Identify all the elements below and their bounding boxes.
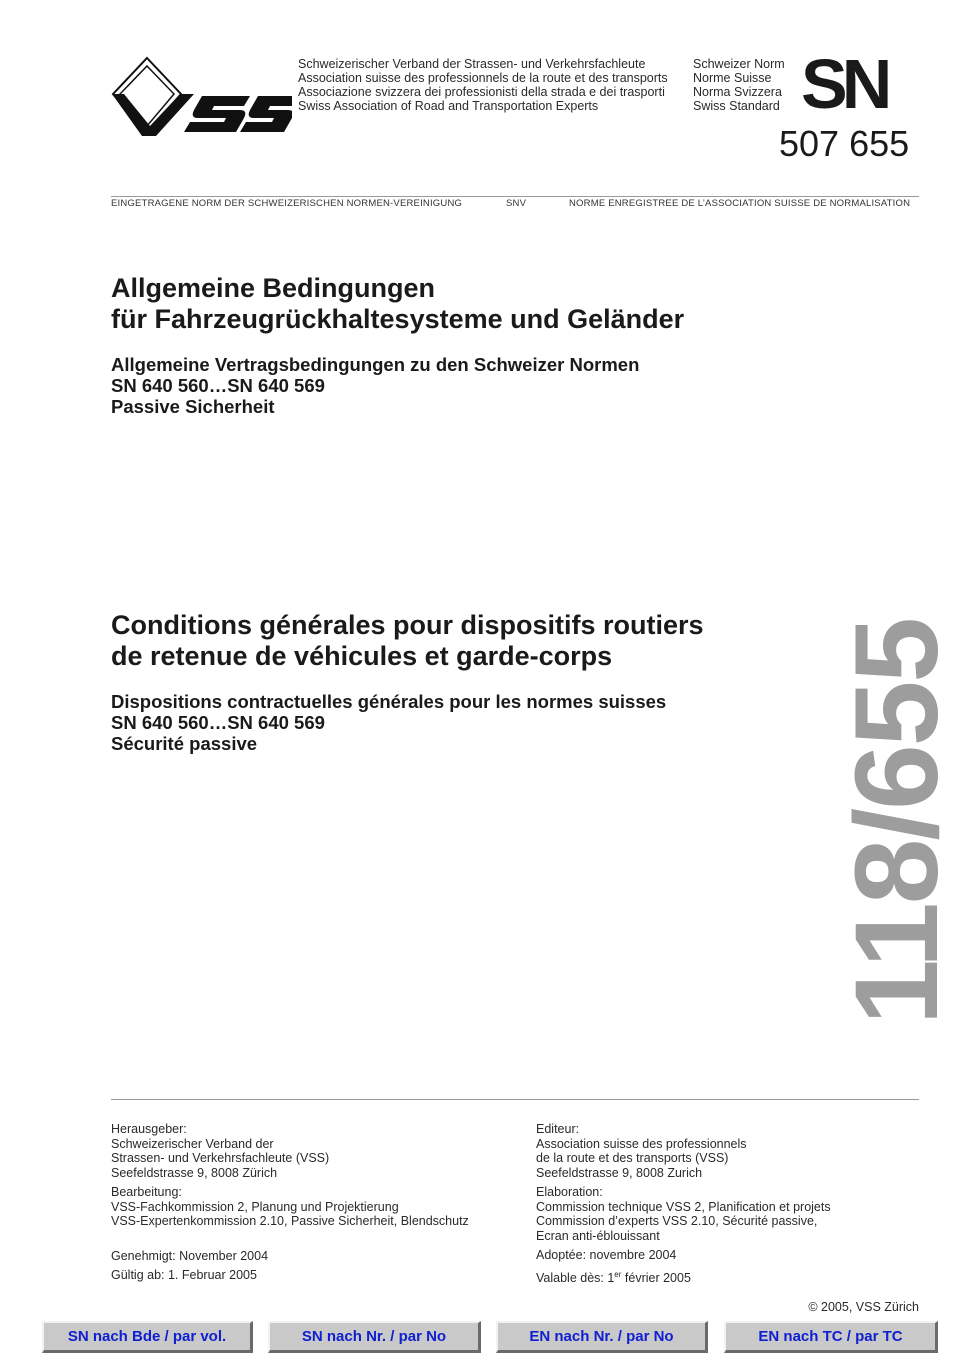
standard-type-it: Norma Svizzera <box>693 85 782 99</box>
french-subtitle-line-2: SN 640 560…SN 640 569 <box>111 712 325 733</box>
document-number: 507 655 <box>779 123 910 164</box>
nav-button-en-by-tc[interactable]: EN nach TC / par TC <box>724 1321 938 1353</box>
french-subtitle-line-1: Dispositions contractuelles générales pour les normes suisses <box>111 691 667 712</box>
publisher-fr-line: Seefeldstrasse 9, 8008 Zurich <box>536 1165 703 1180</box>
publisher-fr <box>536 1122 831 1285</box>
french-title <box>111 610 704 672</box>
french-title-line-1: Conditions générales pour dispositifs routiers <box>111 610 704 640</box>
publisher-fr-line: de la route et des transports (VSS) <box>536 1151 729 1165</box>
nav-button-sn-by-volume[interactable]: SN nach Bde / par vol. <box>42 1321 253 1353</box>
french-title-block <box>111 610 704 754</box>
german-subtitle-line-2: SN 640 560…SN 640 569 <box>111 375 325 396</box>
publisher-de-line: Schweizerischer Verband der <box>111 1136 274 1151</box>
standard-type <box>693 57 785 113</box>
org-name-de: Schweizerischer Verband der Strassen- und Verkehrsfachleute <box>298 57 646 71</box>
registration-right: NORME ENREGISTREE DE L’ASSOCIATION SUISSE DE NORMALISATION <box>569 198 911 209</box>
approved-fr: Adoptée: novembre 2004 <box>536 1248 677 1262</box>
sn-logo: SN <box>801 45 887 123</box>
valid-fr-prefix: Valable dès: 1 <box>536 1270 615 1285</box>
editing-fr-line: Ecran anti-éblouissant <box>536 1228 660 1243</box>
valid-fr-sup: er <box>614 1269 622 1279</box>
valid-fr-suffix: février 2005 <box>621 1270 691 1285</box>
registration-snv: SNV <box>506 198 527 209</box>
french-title-line-2: de retenue de véhicules et garde-corps <box>111 641 613 671</box>
org-name-it: Associazione svizzera dei professionisti della strada e dei trasporti <box>298 85 665 99</box>
standard-type-fr: Norme Suisse <box>693 71 772 85</box>
organisation-names <box>298 57 668 113</box>
vertical-document-number: 118/655 <box>831 618 963 1025</box>
publisher-fr-line: Association suisse des professionnels <box>536 1136 747 1151</box>
publisher-de-line: Strassen- und Verkehrsfachleute (VSS) <box>111 1151 330 1165</box>
german-title <box>111 273 684 335</box>
standard-type-de: Schweizer Norm <box>693 57 785 71</box>
german-subtitle-line-3: Passive Sicherheit <box>111 396 275 417</box>
vss-logo <box>110 56 292 138</box>
valid-fr <box>536 1268 831 1286</box>
french-subtitle <box>111 691 704 754</box>
valid-de: Gültig ab: 1. Februar 2005 <box>111 1268 257 1282</box>
approved-de: Genehmigt: November 2004 <box>111 1248 269 1263</box>
editing-fr-line: Commission technique VSS 2, Planification et projets <box>536 1199 831 1214</box>
footer-divider <box>111 1099 919 1100</box>
org-name-en: Swiss Association of Road and Transportation Experts <box>298 99 599 113</box>
publisher-de-line: Seefeldstrasse 9, 8008 Zürich <box>111 1165 278 1180</box>
editing-de-heading: Bearbeitung: <box>111 1185 182 1199</box>
registration-left: EINGETRAGENE NORM DER SCHWEIZERISCHEN NORMEN-VEREINIGUNG <box>111 198 463 209</box>
editing-fr-line: Commission d’experts VSS 2.10, Sécurité passive, <box>536 1214 818 1228</box>
editing-fr-heading: Elaboration: <box>536 1185 603 1199</box>
french-subtitle-line-3: Sécurité passive <box>111 733 258 754</box>
vss-logo-graphic <box>110 56 292 138</box>
german-title-line-1: Allgemeine Bedingungen <box>111 273 436 303</box>
editing-de-line: VSS-Expertenkommission 2.10, Passive Sicherheit, Blendschutz <box>111 1214 469 1228</box>
german-subtitle <box>111 354 684 417</box>
nav-button-en-by-number[interactable]: EN nach Nr. / par No <box>496 1321 708 1353</box>
german-title-block <box>111 273 684 417</box>
german-subtitle-line-1: Allgemeine Vertragsbedingungen zu den Schweizer Normen <box>111 354 640 375</box>
editing-de-line: VSS-Fachkommission 2, Planung und Projektierung <box>111 1199 399 1214</box>
publisher-de <box>111 1122 469 1283</box>
copyright: © 2005, VSS Zürich <box>808 1300 919 1314</box>
nav-button-sn-by-number[interactable]: SN nach Nr. / par No <box>268 1321 481 1353</box>
german-title-line-2: für Fahrzeugrückhaltesysteme und Geländer <box>111 304 685 334</box>
publisher-fr-heading: Editeur: <box>536 1122 580 1136</box>
header-divider <box>111 196 919 197</box>
standard-type-en: Swiss Standard <box>693 99 780 113</box>
org-name-fr: Association suisse des professionnels de la route et des transports <box>298 71 668 85</box>
publisher-de-heading: Herausgeber: <box>111 1122 187 1136</box>
